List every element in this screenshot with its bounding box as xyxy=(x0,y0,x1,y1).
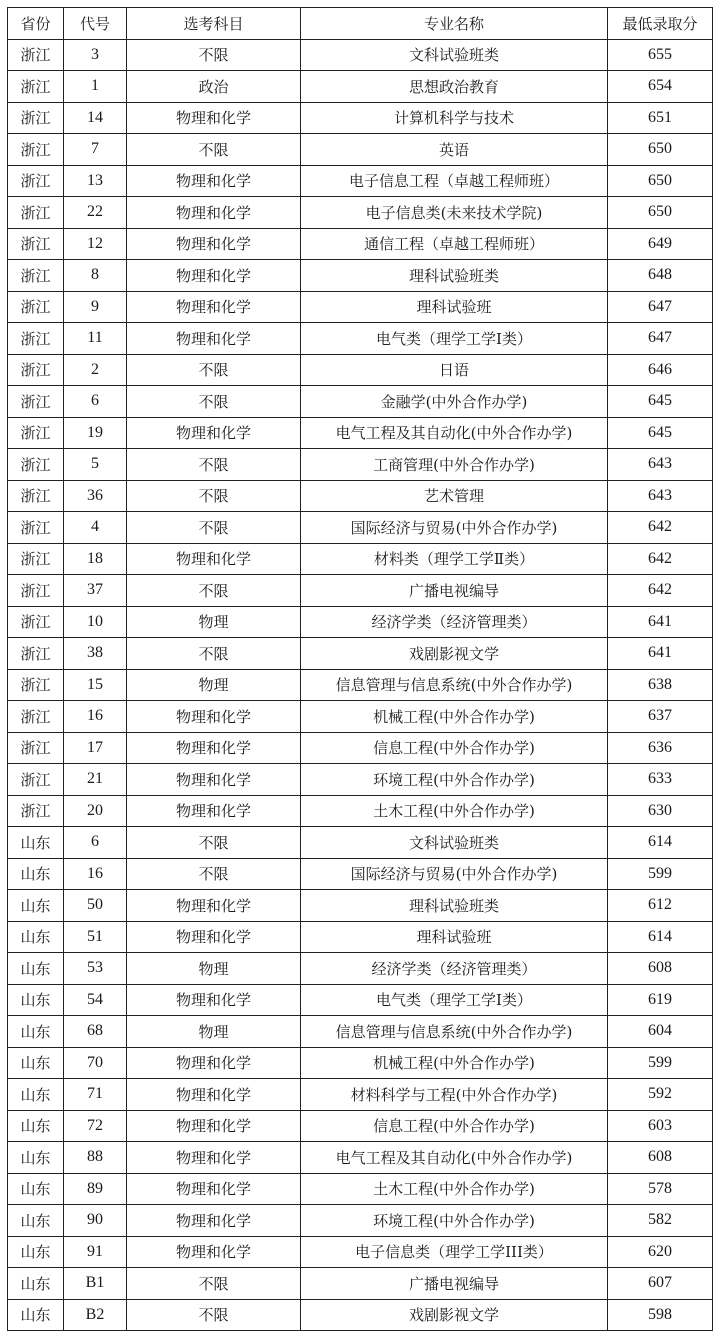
min-score-cell: 648 xyxy=(608,260,713,292)
table-row xyxy=(8,953,713,985)
major-cell: 信息管理与信息系统(中外合作办学) xyxy=(301,669,608,701)
code-cell: 16 xyxy=(64,858,127,890)
subjects-cell: 物理和化学 xyxy=(127,921,301,953)
major-cell: 金融学(中外合作办学) xyxy=(301,386,608,418)
table-row xyxy=(8,323,713,355)
min-score-cell: 604 xyxy=(608,1016,713,1048)
table-row xyxy=(8,354,713,386)
major-cell: 理科试验班 xyxy=(301,291,608,323)
table-row xyxy=(8,134,713,166)
subjects-cell: 物理和化学 xyxy=(127,1110,301,1142)
major-cell: 文科试验班类 xyxy=(301,827,608,859)
table-row xyxy=(8,197,713,229)
subjects-cell: 不限 xyxy=(127,1299,301,1331)
admission-score-table xyxy=(7,7,713,1331)
major-cell: 电气工程及其自动化(中外合作办学) xyxy=(301,417,608,449)
table-row xyxy=(8,291,713,323)
code-cell: 5 xyxy=(64,449,127,481)
province-cell: 浙江 xyxy=(8,701,64,733)
major-cell: 电气类（理学工学I类） xyxy=(301,323,608,355)
code-cell: 6 xyxy=(64,386,127,418)
min-score-cell: 650 xyxy=(608,134,713,166)
min-score-cell: 654 xyxy=(608,71,713,103)
code-cell: 68 xyxy=(64,1016,127,1048)
code-cell: 90 xyxy=(64,1205,127,1237)
code-cell: 71 xyxy=(64,1079,127,1111)
table-row xyxy=(8,71,713,103)
province-cell: 山东 xyxy=(8,1142,64,1174)
major-cell: 计算机科学与技术 xyxy=(301,102,608,134)
major-cell: 日语 xyxy=(301,354,608,386)
code-cell: 13 xyxy=(64,165,127,197)
subjects-cell: 物理和化学 xyxy=(127,260,301,292)
major-cell: 环境工程(中外合作办学) xyxy=(301,1205,608,1237)
min-score-cell: 647 xyxy=(608,323,713,355)
major-cell: 理科试验班类 xyxy=(301,890,608,922)
code-cell: 16 xyxy=(64,701,127,733)
table-row xyxy=(8,1299,713,1331)
subjects-cell: 物理和化学 xyxy=(127,1142,301,1174)
table-row xyxy=(8,102,713,134)
min-score-cell: 647 xyxy=(608,291,713,323)
table-row xyxy=(8,1016,713,1048)
province-cell: 山东 xyxy=(8,1268,64,1300)
province-cell: 山东 xyxy=(8,1016,64,1048)
min-score-cell: 642 xyxy=(608,575,713,607)
province-cell: 浙江 xyxy=(8,323,64,355)
province-cell: 山东 xyxy=(8,1299,64,1331)
table-row xyxy=(8,638,713,670)
min-score-cell: 637 xyxy=(608,701,713,733)
province-cell: 浙江 xyxy=(8,102,64,134)
table-body xyxy=(8,39,713,1331)
min-score-cell: 641 xyxy=(608,638,713,670)
subjects-cell: 物理和化学 xyxy=(127,417,301,449)
code-cell: 21 xyxy=(64,764,127,796)
table-row xyxy=(8,543,713,575)
subjects-cell: 不限 xyxy=(127,480,301,512)
major-cell: 广播电视编导 xyxy=(301,1268,608,1300)
subjects-cell: 物理 xyxy=(127,669,301,701)
header-code: 代号 xyxy=(64,8,127,40)
major-cell: 电子信息类（理学工学III类） xyxy=(301,1236,608,1268)
major-cell: 戏剧影视文学 xyxy=(301,638,608,670)
min-score-cell: 582 xyxy=(608,1205,713,1237)
major-cell: 思想政治教育 xyxy=(301,71,608,103)
province-cell: 浙江 xyxy=(8,228,64,260)
table-row xyxy=(8,417,713,449)
subjects-cell: 物理和化学 xyxy=(127,1205,301,1237)
subjects-cell: 物理和化学 xyxy=(127,1236,301,1268)
subjects-cell: 不限 xyxy=(127,386,301,418)
province-cell: 浙江 xyxy=(8,543,64,575)
major-cell: 电气类（理学工学I类） xyxy=(301,984,608,1016)
province-cell: 山东 xyxy=(8,1047,64,1079)
code-cell: B2 xyxy=(64,1299,127,1331)
major-cell: 信息工程(中外合作办学) xyxy=(301,1110,608,1142)
subjects-cell: 物理和化学 xyxy=(127,795,301,827)
province-cell: 浙江 xyxy=(8,291,64,323)
code-cell: 7 xyxy=(64,134,127,166)
province-cell: 浙江 xyxy=(8,197,64,229)
min-score-cell: 638 xyxy=(608,669,713,701)
subjects-cell: 物理和化学 xyxy=(127,543,301,575)
code-cell: 51 xyxy=(64,921,127,953)
subjects-cell: 物理和化学 xyxy=(127,732,301,764)
major-cell: 文科试验班类 xyxy=(301,39,608,71)
major-cell: 机械工程(中外合作办学) xyxy=(301,1047,608,1079)
province-cell: 浙江 xyxy=(8,638,64,670)
min-score-cell: 645 xyxy=(608,417,713,449)
table-row xyxy=(8,575,713,607)
subjects-cell: 物理和化学 xyxy=(127,165,301,197)
province-cell: 浙江 xyxy=(8,39,64,71)
subjects-cell: 物理和化学 xyxy=(127,228,301,260)
min-score-cell: 650 xyxy=(608,197,713,229)
min-score-cell: 641 xyxy=(608,606,713,638)
code-cell: 15 xyxy=(64,669,127,701)
major-cell: 国际经济与贸易(中外合作办学) xyxy=(301,512,608,544)
province-cell: 山东 xyxy=(8,953,64,985)
min-score-cell: 651 xyxy=(608,102,713,134)
min-score-cell: 630 xyxy=(608,795,713,827)
subjects-cell: 不限 xyxy=(127,827,301,859)
code-cell: 6 xyxy=(64,827,127,859)
subjects-cell: 不限 xyxy=(127,512,301,544)
min-score-cell: 650 xyxy=(608,165,713,197)
major-cell: 英语 xyxy=(301,134,608,166)
code-cell: 10 xyxy=(64,606,127,638)
min-score-cell: 603 xyxy=(608,1110,713,1142)
code-cell: 72 xyxy=(64,1110,127,1142)
code-cell: 70 xyxy=(64,1047,127,1079)
province-cell: 浙江 xyxy=(8,669,64,701)
min-score-cell: 649 xyxy=(608,228,713,260)
province-cell: 浙江 xyxy=(8,260,64,292)
subjects-cell: 物理和化学 xyxy=(127,701,301,733)
province-cell: 浙江 xyxy=(8,575,64,607)
min-score-cell: 608 xyxy=(608,953,713,985)
province-cell: 山东 xyxy=(8,1110,64,1142)
major-cell: 信息工程(中外合作办学) xyxy=(301,732,608,764)
table-row xyxy=(8,228,713,260)
subjects-cell: 政治 xyxy=(127,71,301,103)
min-score-cell: 646 xyxy=(608,354,713,386)
major-cell: 国际经济与贸易(中外合作办学) xyxy=(301,858,608,890)
table-row xyxy=(8,732,713,764)
subjects-cell: 不限 xyxy=(127,134,301,166)
code-cell: 53 xyxy=(64,953,127,985)
province-cell: 山东 xyxy=(8,921,64,953)
table-row xyxy=(8,1205,713,1237)
table-row xyxy=(8,701,713,733)
major-cell: 信息管理与信息系统(中外合作办学) xyxy=(301,1016,608,1048)
code-cell: 14 xyxy=(64,102,127,134)
major-cell: 电子信息工程（卓越工程师班） xyxy=(301,165,608,197)
province-cell: 山东 xyxy=(8,827,64,859)
min-score-cell: 614 xyxy=(608,827,713,859)
province-cell: 浙江 xyxy=(8,71,64,103)
min-score-cell: 599 xyxy=(608,858,713,890)
min-score-cell: 643 xyxy=(608,449,713,481)
code-cell: 2 xyxy=(64,354,127,386)
min-score-cell: 643 xyxy=(608,480,713,512)
province-cell: 浙江 xyxy=(8,354,64,386)
code-cell: 4 xyxy=(64,512,127,544)
subjects-cell: 物理和化学 xyxy=(127,102,301,134)
header-subjects: 选考科目 xyxy=(127,8,301,40)
table-row xyxy=(8,890,713,922)
min-score-cell: 655 xyxy=(608,39,713,71)
code-cell: 12 xyxy=(64,228,127,260)
major-cell: 材料类（理学工学Ⅱ类） xyxy=(301,543,608,575)
subjects-cell: 物理和化学 xyxy=(127,890,301,922)
subjects-cell: 物理 xyxy=(127,606,301,638)
major-cell: 工商管理(中外合作办学) xyxy=(301,449,608,481)
province-cell: 山东 xyxy=(8,1236,64,1268)
major-cell: 理科试验班 xyxy=(301,921,608,953)
subjects-cell: 物理和化学 xyxy=(127,984,301,1016)
code-cell: 89 xyxy=(64,1173,127,1205)
table-row xyxy=(8,449,713,481)
major-cell: 机械工程(中外合作办学) xyxy=(301,701,608,733)
province-cell: 浙江 xyxy=(8,417,64,449)
province-cell: 山东 xyxy=(8,890,64,922)
code-cell: 54 xyxy=(64,984,127,1016)
min-score-cell: 614 xyxy=(608,921,713,953)
min-score-cell: 598 xyxy=(608,1299,713,1331)
code-cell: 3 xyxy=(64,39,127,71)
table-row xyxy=(8,795,713,827)
code-cell: 22 xyxy=(64,197,127,229)
subjects-cell: 物理和化学 xyxy=(127,291,301,323)
province-cell: 浙江 xyxy=(8,449,64,481)
min-score-cell: 612 xyxy=(608,890,713,922)
province-cell: 浙江 xyxy=(8,764,64,796)
major-cell: 艺术管理 xyxy=(301,480,608,512)
province-cell: 浙江 xyxy=(8,732,64,764)
min-score-cell: 636 xyxy=(608,732,713,764)
province-cell: 浙江 xyxy=(8,386,64,418)
table-row xyxy=(8,669,713,701)
major-cell: 土木工程(中外合作办学) xyxy=(301,795,608,827)
code-cell: 38 xyxy=(64,638,127,670)
subjects-cell: 不限 xyxy=(127,858,301,890)
min-score-cell: 578 xyxy=(608,1173,713,1205)
min-score-cell: 642 xyxy=(608,512,713,544)
table-row xyxy=(8,606,713,638)
table-row xyxy=(8,1110,713,1142)
table-row xyxy=(8,480,713,512)
subjects-cell: 不限 xyxy=(127,354,301,386)
province-cell: 山东 xyxy=(8,1205,64,1237)
table-row xyxy=(8,1079,713,1111)
major-cell: 广播电视编导 xyxy=(301,575,608,607)
header-province: 省份 xyxy=(8,8,64,40)
header-row xyxy=(8,8,713,40)
province-cell: 山东 xyxy=(8,1079,64,1111)
subjects-cell: 物理和化学 xyxy=(127,764,301,796)
province-cell: 山东 xyxy=(8,984,64,1016)
major-cell: 经济学类（经济管理类） xyxy=(301,606,608,638)
min-score-cell: 645 xyxy=(608,386,713,418)
subjects-cell: 不限 xyxy=(127,1268,301,1300)
code-cell: 91 xyxy=(64,1236,127,1268)
table-row xyxy=(8,1047,713,1079)
table-row xyxy=(8,386,713,418)
major-cell: 通信工程（卓越工程师班） xyxy=(301,228,608,260)
code-cell: 37 xyxy=(64,575,127,607)
code-cell: 20 xyxy=(64,795,127,827)
table-row xyxy=(8,39,713,71)
table-row xyxy=(8,921,713,953)
table-row xyxy=(8,512,713,544)
subjects-cell: 不限 xyxy=(127,575,301,607)
code-cell: 9 xyxy=(64,291,127,323)
subjects-cell: 物理和化学 xyxy=(127,197,301,229)
subjects-cell: 物理和化学 xyxy=(127,1173,301,1205)
code-cell: 1 xyxy=(64,71,127,103)
subjects-cell: 物理 xyxy=(127,953,301,985)
table-row xyxy=(8,1268,713,1300)
table-row xyxy=(8,827,713,859)
code-cell: 88 xyxy=(64,1142,127,1174)
province-cell: 山东 xyxy=(8,858,64,890)
province-cell: 山东 xyxy=(8,1173,64,1205)
major-cell: 理科试验班类 xyxy=(301,260,608,292)
table-row xyxy=(8,1236,713,1268)
major-cell: 经济学类（经济管理类） xyxy=(301,953,608,985)
subjects-cell: 物理 xyxy=(127,1016,301,1048)
code-cell: 18 xyxy=(64,543,127,575)
min-score-cell: 599 xyxy=(608,1047,713,1079)
code-cell: 36 xyxy=(64,480,127,512)
min-score-cell: 642 xyxy=(608,543,713,575)
table-row xyxy=(8,260,713,292)
code-cell: 17 xyxy=(64,732,127,764)
province-cell: 浙江 xyxy=(8,134,64,166)
subjects-cell: 物理和化学 xyxy=(127,323,301,355)
subjects-cell: 不限 xyxy=(127,638,301,670)
code-cell: 8 xyxy=(64,260,127,292)
subjects-cell: 不限 xyxy=(127,39,301,71)
min-score-cell: 608 xyxy=(608,1142,713,1174)
min-score-cell: 620 xyxy=(608,1236,713,1268)
province-cell: 浙江 xyxy=(8,512,64,544)
province-cell: 浙江 xyxy=(8,165,64,197)
table-row xyxy=(8,984,713,1016)
major-cell: 材料科学与工程(中外合作办学) xyxy=(301,1079,608,1111)
province-cell: 浙江 xyxy=(8,480,64,512)
major-cell: 电子信息类(未来技术学院) xyxy=(301,197,608,229)
province-cell: 浙江 xyxy=(8,606,64,638)
subjects-cell: 物理和化学 xyxy=(127,1047,301,1079)
province-cell: 浙江 xyxy=(8,795,64,827)
table-row xyxy=(8,1142,713,1174)
code-cell: 50 xyxy=(64,890,127,922)
subjects-cell: 物理和化学 xyxy=(127,1079,301,1111)
table-row xyxy=(8,858,713,890)
table-row xyxy=(8,1173,713,1205)
table-row xyxy=(8,165,713,197)
min-score-cell: 592 xyxy=(608,1079,713,1111)
min-score-cell: 607 xyxy=(608,1268,713,1300)
min-score-cell: 619 xyxy=(608,984,713,1016)
header-major: 专业名称 xyxy=(301,8,608,40)
major-cell: 电气工程及其自动化(中外合作办学) xyxy=(301,1142,608,1174)
min-score-cell: 633 xyxy=(608,764,713,796)
table-row xyxy=(8,764,713,796)
subjects-cell: 不限 xyxy=(127,449,301,481)
code-cell: B1 xyxy=(64,1268,127,1300)
major-cell: 戏剧影视文学 xyxy=(301,1299,608,1331)
code-cell: 11 xyxy=(64,323,127,355)
header-min-score: 最低录取分 xyxy=(608,8,713,40)
code-cell: 19 xyxy=(64,417,127,449)
major-cell: 土木工程(中外合作办学) xyxy=(301,1173,608,1205)
major-cell: 环境工程(中外合作办学) xyxy=(301,764,608,796)
